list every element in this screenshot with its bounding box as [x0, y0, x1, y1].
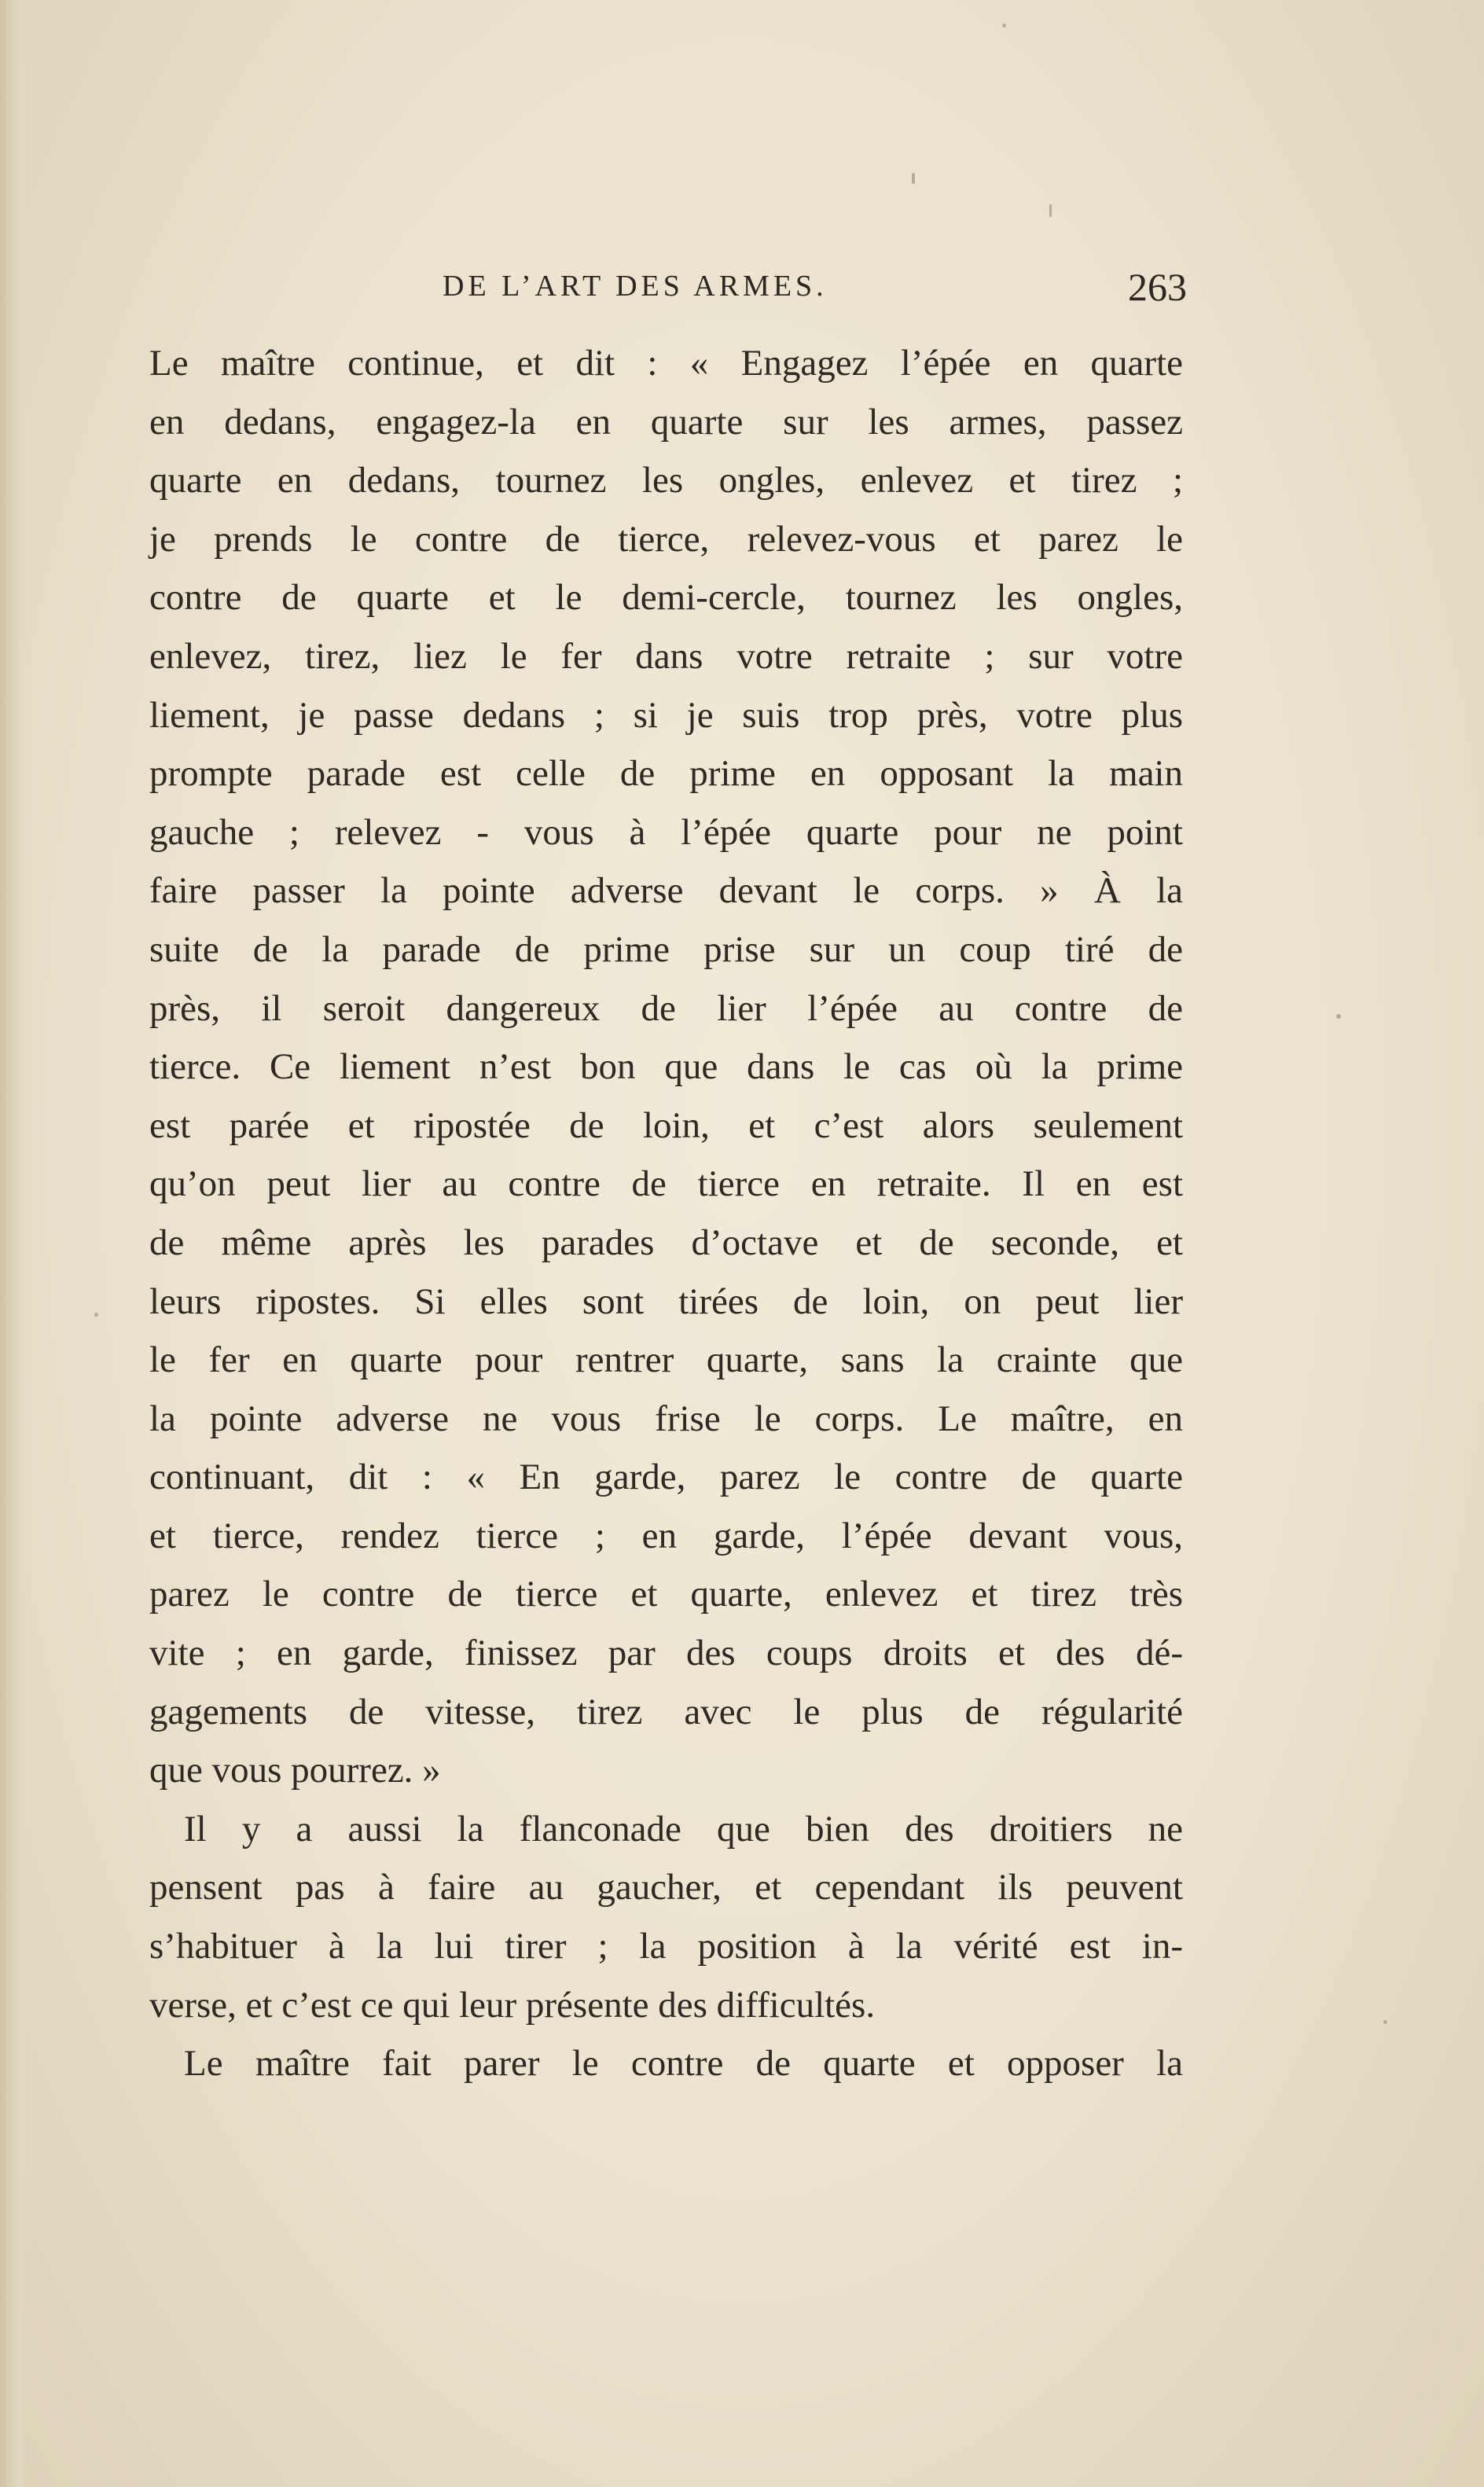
text-line: près, il seroit dangereux de lier l’épée au contre de: [149, 987, 1183, 1029]
paper-speck: [1383, 2020, 1387, 2024]
text-line: parez le contre de tierce et quarte, enlevez et tirez très: [149, 1574, 1183, 1615]
page-number: 263: [1128, 265, 1187, 309]
running-head: DE L’ART DES ARMES.: [443, 270, 828, 303]
paper-speck: [912, 173, 915, 184]
text-line: je prends le contre de tierce, relevez-vous et parez le: [149, 518, 1183, 560]
text-line: s’habituer à la lui tirer ; la position à la vérité est in-: [149, 1926, 1183, 1967]
text-line: Le maître fait parer le contre de quarte et opposer la: [184, 2043, 1183, 2085]
text-line: vite ; en garde, finissez par des coups droits et des dé-: [149, 1633, 1183, 1674]
text-line: verse, et c’est ce qui leur présente des difficultés.: [149, 1984, 876, 2026]
text-line: tierce. Ce liement n’est bon que dans le cas où la prime: [149, 1046, 1183, 1088]
text-line: en dedans, engagez-la en quarte sur les armes, passez: [149, 401, 1183, 443]
text-line: de même après les parades d’octave et de seconde, et: [149, 1221, 1183, 1263]
text-line: Le maître continue, et dit : « Engagez l’épée en quarte: [149, 343, 1183, 384]
text-line: pensent pas à faire au gaucher, et cependant ils peuvent: [149, 1867, 1183, 1908]
text-line: et tierce, rendez tierce ; en garde, l’épée devant vous,: [149, 1515, 1183, 1556]
text-line: que vous pourrez. »: [149, 1750, 441, 1791]
text-line: enlevez, tirez, liez le fer dans votre retraite ; sur votre: [149, 635, 1183, 677]
text-line: qu’on peut lier au contre de tierce en retraite. Il en est: [149, 1163, 1183, 1205]
text-line: suite de la parade de prime prise sur un coup tiré de: [149, 928, 1183, 970]
body-text: [149, 334, 1183, 2093]
paper-speck: [94, 1313, 98, 1317]
paper-speck: [1002, 24, 1006, 28]
text-line: contre de quarte et le demi-cercle, tournez les ongles,: [149, 577, 1183, 619]
text-line: est parée et ripostée de loin, et c’est alors seulement: [149, 1104, 1183, 1146]
text-line: la pointe adverse ne vous frise le corps. Le maître, en: [149, 1398, 1183, 1439]
text-line: le fer en quarte pour rentrer quarte, sans la crainte que: [149, 1339, 1183, 1381]
text-line: continuant, dit : « En garde, parez le contre de quarte: [149, 1457, 1183, 1498]
paper-speck: [1336, 1014, 1341, 1019]
page-header: [141, 265, 1187, 316]
text-line: liement, je passe dedans ; si je suis trop près, votre plus: [149, 694, 1183, 736]
page-gutter-shadow: [0, 0, 27, 2487]
text-line: Il y a aussi la flanconade que bien des droitiers ne: [184, 1808, 1183, 1850]
text-line: faire passer la pointe adverse devant le corps. » À la: [149, 870, 1183, 912]
text-line: gagements de vitesse, tirez avec le plus de régularité: [149, 1691, 1183, 1732]
text-line: quarte en dedans, tournez les ongles, enlevez et tirez ;: [149, 460, 1183, 501]
text-line: prompte parade est celle de prime en opposant la main: [149, 753, 1183, 795]
paper-speck: [1049, 204, 1052, 217]
text-line: gauche ; relevez - vous à l’épée quarte pour ne point: [149, 811, 1183, 853]
text-line: leurs ripostes. Si elles sont tirées de loin, on peut lier: [149, 1280, 1183, 1322]
